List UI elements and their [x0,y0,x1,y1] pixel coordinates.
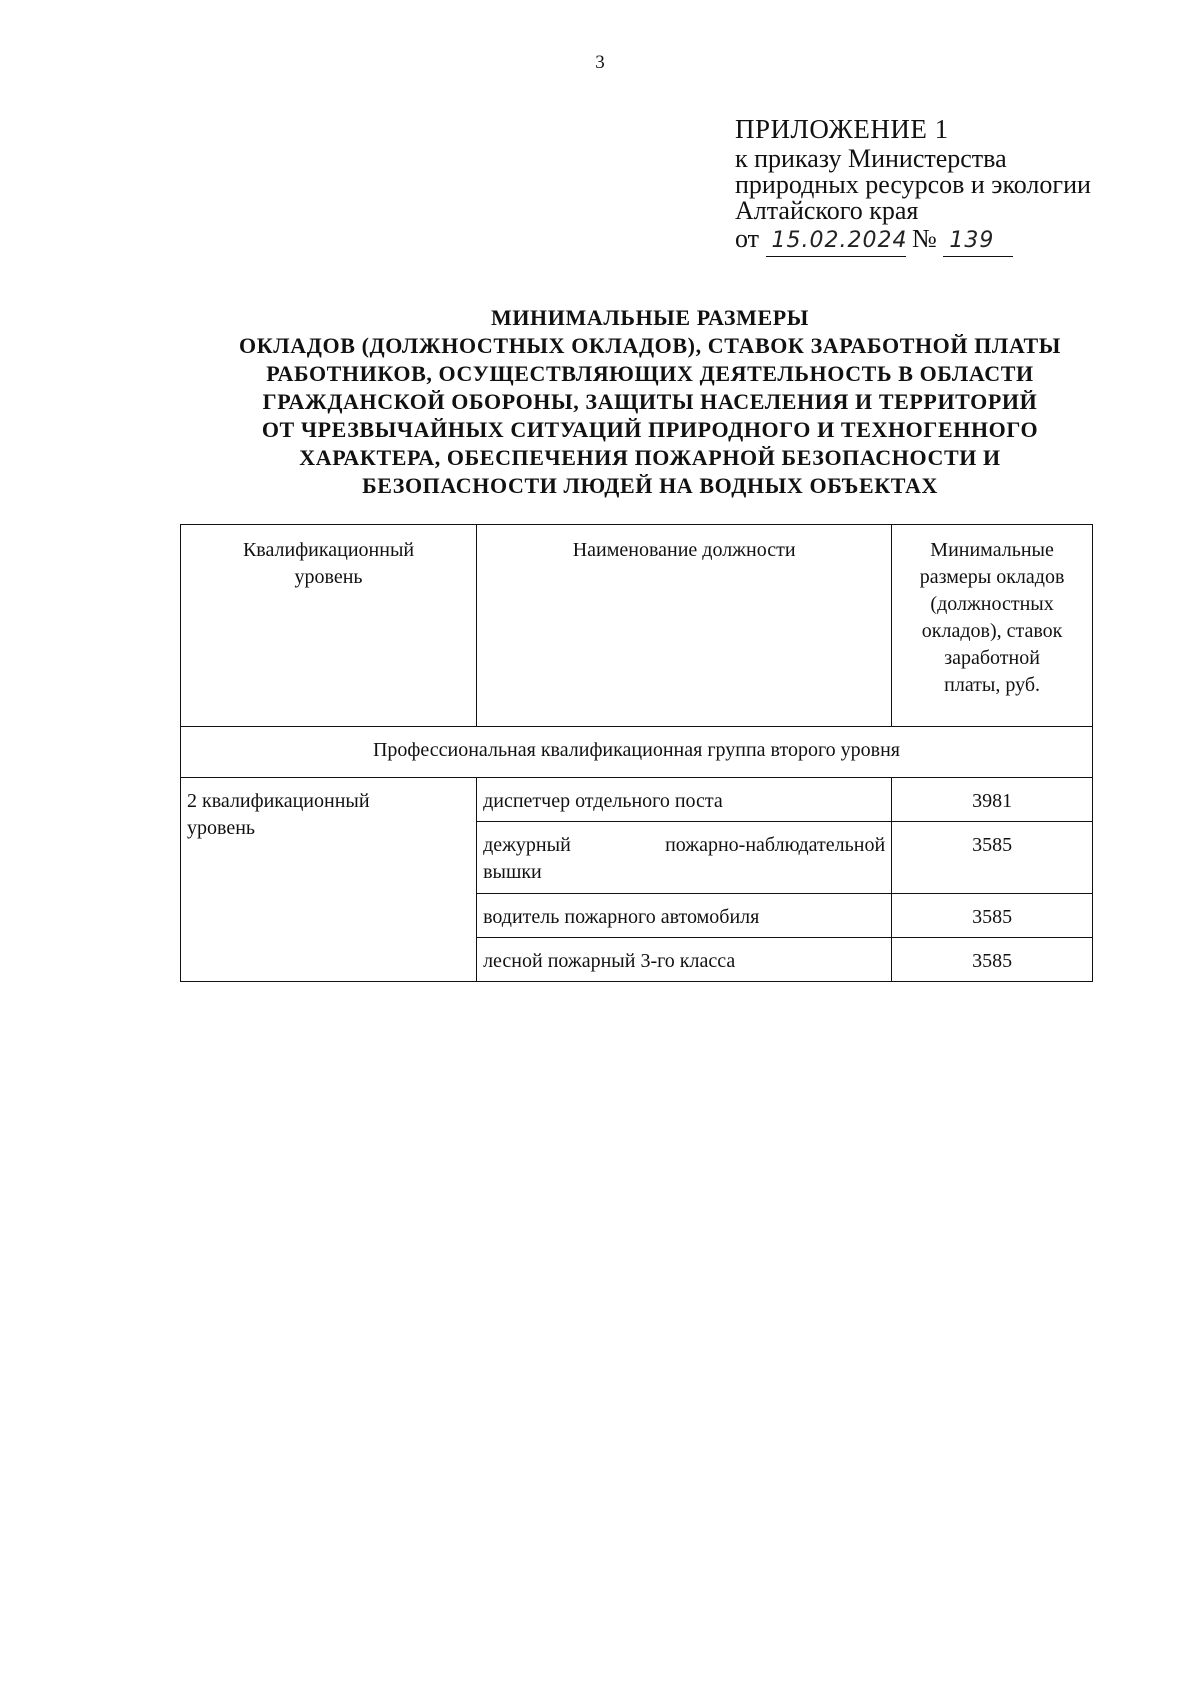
header-text: размеры окладов [919,566,1065,588]
header-minimum-salary [892,525,1093,727]
page-number: 3 [595,52,605,73]
appendix-block [735,112,1155,257]
salary-cell: 3585 [892,938,1093,982]
title-line: ОКЛАДОВ (ДОЛЖНОСТНЫХ ОКЛАДОВ), СТАВОК ЗАРАБОТНОЙ ПЛАТЫ [239,333,1061,358]
table-header-row [181,525,1093,727]
title-line: ГРАЖДАНСКОЙ ОБОРОНЫ, ЗАЩИТЫ НАСЕЛЕНИЯ И ТЕРРИТОРИЙ [262,389,1038,414]
position-word: пожарно-наблюдательной [665,834,886,856]
header-text: Минимальные [930,539,1054,561]
header-text: заработной [944,647,1040,669]
salary-cell: 3981 [892,778,1093,822]
handwritten-date: 15.02.2024 [766,226,906,257]
salary-table [180,524,1093,982]
title-line: РАБОТНИКОВ, ОСУЩЕСТВЛЯЮЩИХ ДЕЯТЕЛЬНОСТЬ В ОБЛАСТИ [266,361,1034,386]
position-cell: лесной пожарный 3-го класса [477,938,892,982]
appendix-title: ПРИЛОЖЕНИЕ 1 [735,114,949,144]
qualification-level-cell [181,778,477,982]
group-row [181,727,1093,778]
table-row [181,778,1093,822]
title-line: БЕЗОПАСНОСТИ ЛЮДЕЙ НА ВОДНЫХ ОБЪЕКТАХ [362,473,938,498]
salary-cell: 3585 [892,894,1093,938]
header-text: (должностных [930,593,1054,615]
header-text: платы, руб. [944,674,1041,696]
appendix-line: к приказу Министерства [735,144,1007,173]
title-line: МИНИМАЛЬНЫЕ РАЗМЕРЫ [490,305,810,330]
position-cell: диспетчер отдельного поста [477,778,892,822]
title-line: ОТ ЧРЕЗВЫЧАЙНЫХ СИТУАЦИЙ ПРИРОДНОГО И ТЕХНОГЕННОГО [261,417,1039,442]
qualification-group-label: Профессиональная квалификационная группа второго уровня [181,727,1093,778]
position-line: вышки [483,861,542,883]
salary-cell: 3585 [892,822,1093,894]
level-text: 2 квалификационный [187,790,370,812]
appendix-line: природных ресурсов и экологии [735,170,1091,199]
header-text: уровень [294,566,363,588]
level-text: уровень [187,817,256,839]
header-text: Квалификационный [242,539,415,561]
number-prefix: № [912,224,937,253]
header-qualification-level [181,525,477,727]
header-position-name: Наименование должности [477,525,892,727]
header-text: окладов), ставок [921,620,1063,642]
position-line [483,832,885,859]
date-prefix: от [735,224,760,253]
appendix-signature-line [735,224,1155,257]
position-cell [477,822,892,894]
appendix-line: Алтайского края [735,196,919,225]
position-word: дежурный [483,834,571,856]
position-cell: водитель пожарного автомобиля [477,894,892,938]
handwritten-number: 139 [943,226,1013,257]
document-title [150,304,1150,500]
title-line: ХАРАКТЕРА, ОБЕСПЕЧЕНИЯ ПОЖАРНОЙ БЕЗОПАСНОСТИ И [299,445,1001,470]
